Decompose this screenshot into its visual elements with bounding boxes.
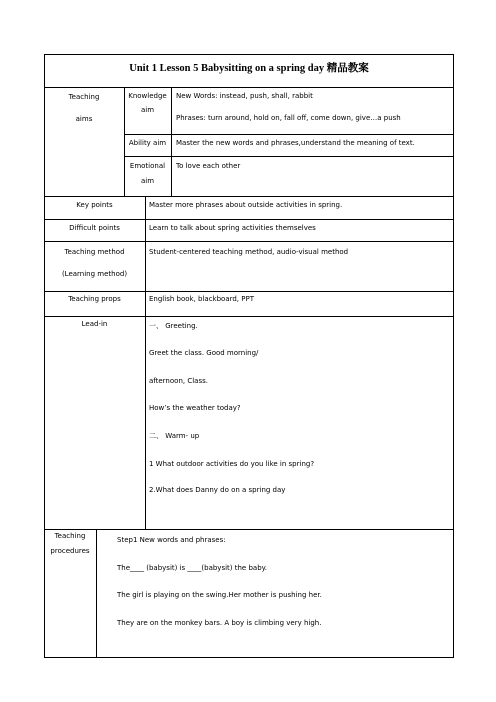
page-title: Unit 1 Lesson 5 Babysitting on a spring day 精品教案 — [129, 63, 369, 74]
knowledge-aim-label-line2: aim — [140, 106, 155, 114]
procedures-line: They are on the monkey bars. A boy is climbing very high. — [117, 619, 322, 627]
table-rule — [44, 219, 454, 220]
table-rule — [96, 529, 97, 658]
emotional-aim-label: Emotional — [129, 162, 166, 170]
table-border-left — [44, 54, 45, 658]
key-points-label: Key points — [76, 201, 113, 209]
procedures-line: The girl is playing on the swing.Her mother is pushing her. — [117, 591, 322, 599]
aims-label-line2: aims — [75, 115, 93, 123]
table-border-top — [44, 54, 454, 55]
teaching-method-label: Teaching method — [64, 248, 125, 256]
table-border-bottom — [44, 657, 454, 658]
table-rule — [124, 134, 454, 135]
lead-in-line: Greet the class. Good morning/ — [149, 349, 259, 357]
procedures-label-line2: procedures — [50, 547, 90, 555]
table-rule — [44, 241, 454, 242]
table-rule — [171, 87, 172, 197]
table-rule — [44, 316, 454, 317]
lead-in-line: 二、 Warm- up — [149, 432, 200, 440]
teaching-method-text: Student-centered teaching method, audio-visual method — [149, 248, 349, 256]
table-rule — [44, 196, 454, 197]
lead-in-line: afternoon, Class. — [149, 377, 208, 385]
teaching-props-label: Teaching props — [68, 295, 121, 303]
knowledge-aim-label: Knowledge — [128, 92, 167, 100]
lead-in-line: How’s the weather today? — [149, 404, 241, 412]
lead-in-line: 1 What outdoor activities do you like in spring? — [149, 460, 315, 468]
table-rule — [124, 156, 454, 157]
table-rule — [44, 529, 454, 530]
difficult-points-text: Learn to talk about spring activities themselves — [149, 224, 316, 232]
ability-aim-label: Ability aim — [128, 139, 167, 147]
difficult-points-label: Difficult points — [69, 224, 120, 232]
aims-label: Teaching — [68, 93, 100, 101]
procedures-line: Step1 New words and phrases: — [117, 536, 226, 544]
lead-in-label: Lead-in — [81, 320, 108, 328]
lead-in-line: 2.What does Danny do on a spring day — [149, 486, 286, 494]
procedures-line: The____ (babysit) is ____(babysit) the baby. — [117, 564, 268, 572]
key-points-text: Master more phrases about outside activities in spring. — [149, 201, 343, 209]
emotional-aim-text: To love each other — [176, 162, 241, 170]
table-rule — [44, 291, 454, 292]
table-rule — [44, 87, 454, 88]
procedures-label: Teaching — [54, 532, 86, 540]
teaching-props-text: English book, blackboard, PPT — [149, 295, 254, 303]
ability-aim-text: Master the new words and phrases,understand the meaning of text. — [176, 139, 415, 147]
table-rule — [145, 196, 146, 530]
knowledge-aim-phrases: Phrases: turn around, hold on, fall off, come down, give…a push — [176, 114, 401, 122]
lead-in-line: 一、 Greeting. — [149, 322, 198, 330]
knowledge-aim-words: New Words: instead, push, shall, rabbit — [176, 92, 313, 100]
learning-method-label: (Learning method) — [61, 270, 128, 278]
emotional-aim-label-line2: aim — [140, 177, 155, 185]
table-border-right — [453, 54, 454, 658]
